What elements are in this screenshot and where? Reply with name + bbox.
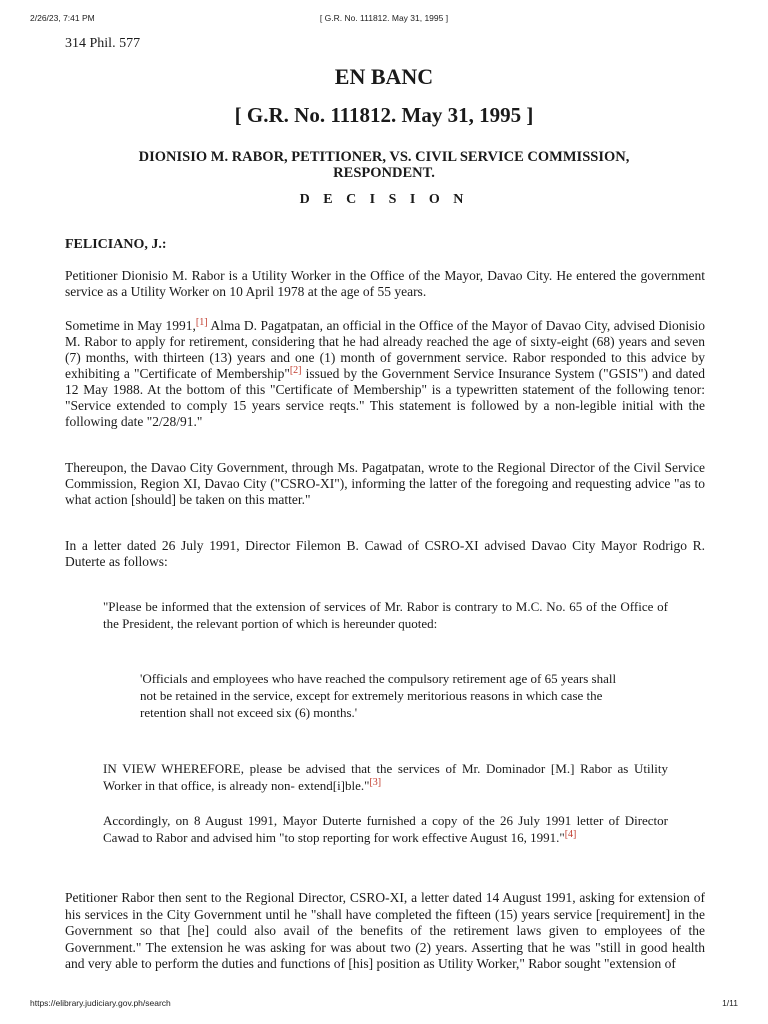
print-header xyxy=(0,13,768,27)
blockquote-conclusion-text: IN VIEW WHEREFORE, please be advised that the services of Mr. Dominador [M.] Rabor as Utility Worker in that office, is already non- extend[i]ble." xyxy=(103,761,668,793)
paragraph-1: Petitioner Dionisio M. Rabor is a Utility Worker in the Office of the Mayor, Davao City. He entered the government service as a Utility Worker on 10 April 1978 at the age of 55 years. xyxy=(65,268,705,299)
case-number: [ G.R. No. 111812. May 31, 1995 ] xyxy=(234,103,534,127)
citation: 314 Phil. 577 xyxy=(65,36,141,51)
print-title: [ G.R. No. 111812. May 31, 1995 ] xyxy=(319,13,449,23)
paragraph-2-part-c: issued by the Government Service Insurance System ("GSIS") and dated 12 May 1988. At the bottom of this "Certificate of Membership" is a typewritten statement of the following tenor: "Service extended to comply 15 years service reqts." This statement is followed by a non-legible initial with the following date "2/28/91." xyxy=(65,366,705,429)
nested-quote-mc65: 'Officials and employees who have reached the compulsory retirement age of 65 years shall not be retained in the service, except for extremely meritorious reasons in which case the retention shall not exceed six (6) months.' xyxy=(140,671,617,720)
paragraph-2-part-b: Alma D. Pagatpatan, an official in the Office of the Mayor of Davao City, advised Dionisio M. Rabor to apply for retirement, considering that he had already reached the age of sixty-eight (68) years and seven (7) months, with thirteen (13) years and one (1) month of government service. Rabor responded to this advice by exhibiting a "Certificate of Membership" xyxy=(65,318,705,381)
blockquote-letter: "Please be informed that the extension of services of Mr. Rabor is contrary to M.C. No. 65 of the Office of the President, the relevant portion of which is hereunder quoted: xyxy=(103,599,668,631)
blockquote-duterte xyxy=(103,812,668,846)
paragraph-2 xyxy=(65,318,705,430)
footnote-link-1[interactable]: [1] xyxy=(195,317,208,328)
decision-heading: D E C I S I O N xyxy=(299,192,469,207)
footnote-link-4[interactable]: [4] xyxy=(564,829,577,840)
print-datetime: 2/26/23, 7:41 PM xyxy=(30,13,95,23)
case-parties: DIONISIO M. RABOR, PETITIONER, VS. CIVIL SERVICE COMMISSION, RESPONDENT. xyxy=(138,149,630,181)
paragraph-2-part-a: Sometime in May 1991, xyxy=(65,318,196,333)
court-heading: EN BANC xyxy=(334,64,434,89)
footnote-link-2[interactable]: [2] xyxy=(289,365,302,376)
print-footer xyxy=(0,998,768,1012)
footnote-link-3[interactable]: [3] xyxy=(369,777,382,788)
blockquote-conclusion xyxy=(103,760,668,794)
paragraph-4: In a letter dated 26 July 1991, Director Filemon B. Cawad of CSRO-XI advised Davao City Mayor Rodrigo R. Duterte as follows: xyxy=(65,538,705,569)
paragraph-5: Petitioner Rabor then sent to the Regional Director, CSRO-XI, a letter dated 14 August 1991, asking for extension of his services in the City Government until he "shall have completed the fifteen (15) years service [requirement] in the Government so that [he] could also avail of the benefits of the retirement laws given to employees of the Government." The extension he was asking for was about two (2) years. Asserting that he was "still in good health and very able to perform the duties and functions of [his] position as Utility Worker," Rabor sought "extension of xyxy=(65,890,705,971)
paragraph-3: Thereupon, the Davao City Government, through Ms. Pagatpatan, wrote to the Regional Director of the Civil Service Commission, Region XI, Davao City ("CSRO-XI"), informing the latter of the foregoing and requesting advice "as to what action [should] be taken on this matter." xyxy=(65,460,705,507)
blockquote-duterte-text: Accordingly, on 8 August 1991, Mayor Duterte furnished a copy of the 26 July 1991 letter of Director Cawad to Rabor and advised him "to stop reporting for work effective August 16, 1991." xyxy=(103,813,668,845)
ponente: FELICIANO, J.: xyxy=(65,237,167,252)
print-url: https://elibrary.judiciary.gov.ph/search xyxy=(30,998,171,1008)
page-counter: 1/11 xyxy=(722,998,738,1008)
